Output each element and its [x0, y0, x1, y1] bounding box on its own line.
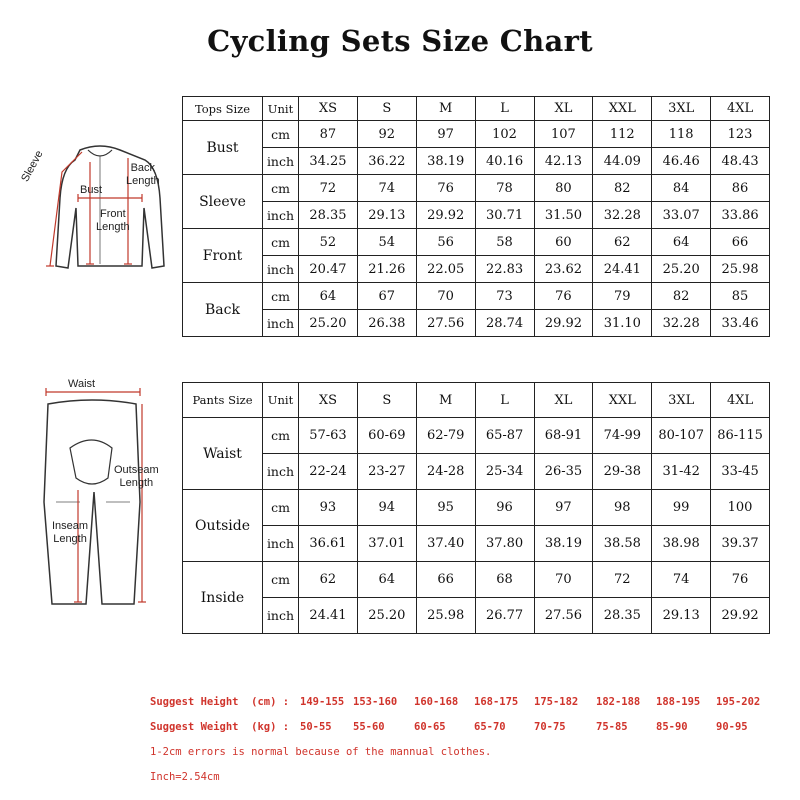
size-value-cell: 28.35 [299, 202, 358, 229]
size-value-cell: 40.16 [475, 148, 534, 175]
size-value-cell: 31.10 [593, 310, 652, 337]
header-cell: 4XL [711, 383, 770, 418]
table-row [183, 229, 770, 256]
pants-size-table [182, 382, 770, 634]
size-value-cell: 78 [475, 175, 534, 202]
table-row [183, 490, 770, 526]
size-value-cell: 33.46 [711, 310, 770, 337]
table-row [183, 310, 770, 337]
size-value-cell: 26-35 [534, 454, 593, 490]
size-value-cell: 29.92 [416, 202, 475, 229]
header-cell: Unit [263, 383, 299, 418]
unit-label: cm [263, 175, 299, 202]
suggest-height-value: 188-195 [656, 696, 701, 708]
size-value-cell: 68 [475, 562, 534, 598]
table-header-row [183, 383, 770, 418]
size-value-cell: 20.47 [299, 256, 358, 283]
size-value-cell: 123 [711, 121, 770, 148]
size-value-cell: 31-42 [652, 454, 711, 490]
size-value-cell: 28.35 [593, 598, 652, 634]
size-value-cell: 21.26 [357, 256, 416, 283]
size-value-cell: 38.19 [416, 148, 475, 175]
size-value-cell: 36.22 [357, 148, 416, 175]
table-row [183, 454, 770, 490]
unit-label: cm [263, 229, 299, 256]
size-value-cell: 102 [475, 121, 534, 148]
size-value-cell: 93 [299, 490, 358, 526]
size-value-cell: 25.20 [299, 310, 358, 337]
size-value-cell: 37.01 [357, 526, 416, 562]
table-row [183, 526, 770, 562]
suggest-weight-label: Suggest Weight (kg) : [150, 721, 290, 733]
suggest-height-value: 149-155 [300, 696, 345, 708]
size-value-cell: 24-28 [416, 454, 475, 490]
size-value-cell: 74-99 [593, 418, 652, 454]
size-value-cell: 80 [534, 175, 593, 202]
suggest-height-value: 182-188 [596, 696, 641, 708]
size-value-cell: 30.71 [475, 202, 534, 229]
size-value-cell: 67 [357, 283, 416, 310]
size-value-cell: 32.28 [593, 202, 652, 229]
suggest-weight-value: 55-60 [353, 721, 385, 733]
size-value-cell: 72 [593, 562, 652, 598]
unit-label: inch [263, 310, 299, 337]
size-value-cell: 60-69 [357, 418, 416, 454]
suggest-height-value: 153-160 [353, 696, 398, 708]
size-value-cell: 25.20 [357, 598, 416, 634]
suggest-weight-value: 65-70 [474, 721, 506, 733]
size-value-cell: 23.62 [534, 256, 593, 283]
size-value-cell: 76 [711, 562, 770, 598]
size-value-cell: 99 [652, 490, 711, 526]
jersey-diagram [20, 138, 180, 278]
suggest-weight-row [150, 721, 790, 735]
measure-label: Waist [183, 418, 263, 490]
unit-label: inch [263, 454, 299, 490]
size-value-cell: 54 [357, 229, 416, 256]
size-value-cell: 72 [299, 175, 358, 202]
size-value-cell: 57-63 [299, 418, 358, 454]
suggest-weight-value: 50-55 [300, 721, 332, 733]
size-value-cell: 100 [711, 490, 770, 526]
unit-label: cm [263, 283, 299, 310]
size-value-cell: 27.56 [416, 310, 475, 337]
table-row [183, 562, 770, 598]
size-value-cell: 46.46 [652, 148, 711, 175]
suggest-height-label: Suggest Height (cm) : [150, 696, 290, 708]
header-cell: Tops Size [183, 97, 263, 121]
suggest-weight-value: 70-75 [534, 721, 566, 733]
header-cell: XXL [593, 383, 652, 418]
size-value-cell: 37.40 [416, 526, 475, 562]
unit-label: inch [263, 148, 299, 175]
back-length-label: Back Length [126, 162, 160, 187]
error-note: 1-2cm errors is normal because of the mannual clothes. [150, 746, 492, 758]
size-value-cell: 64 [652, 229, 711, 256]
table-header-row [183, 97, 770, 121]
size-value-cell: 92 [357, 121, 416, 148]
size-value-cell: 22.05 [416, 256, 475, 283]
size-value-cell: 87 [299, 121, 358, 148]
suggest-weight-value: 85-90 [656, 721, 688, 733]
measure-label: Sleeve [183, 175, 263, 229]
suggest-height-value: 168-175 [474, 696, 519, 708]
size-value-cell: 23-27 [357, 454, 416, 490]
bust-label: Bust [80, 184, 103, 196]
size-value-cell: 25-34 [475, 454, 534, 490]
size-value-cell: 44.09 [593, 148, 652, 175]
header-cell: Pants Size [183, 383, 263, 418]
measure-label: Bust [183, 121, 263, 175]
size-value-cell: 74 [652, 562, 711, 598]
unit-label: inch [263, 256, 299, 283]
size-value-cell: 58 [475, 229, 534, 256]
table-row [183, 283, 770, 310]
size-value-cell: 86 [711, 175, 770, 202]
size-value-cell: 64 [299, 283, 358, 310]
header-cell: L [475, 97, 534, 121]
suggest-height-value: 160-168 [414, 696, 459, 708]
size-value-cell: 22-24 [299, 454, 358, 490]
size-value-cell: 74 [357, 175, 416, 202]
size-value-cell: 34.25 [299, 148, 358, 175]
unit-label: inch [263, 202, 299, 229]
size-value-cell: 27.56 [534, 598, 593, 634]
size-value-cell: 29.13 [357, 202, 416, 229]
inseam-label: Inseam Length [52, 520, 89, 545]
size-value-cell: 95 [416, 490, 475, 526]
size-value-cell: 79 [593, 283, 652, 310]
header-cell: S [357, 383, 416, 418]
size-value-cell: 38.98 [652, 526, 711, 562]
size-value-cell: 24.41 [593, 256, 652, 283]
size-value-cell: 82 [652, 283, 711, 310]
unit-label: cm [263, 418, 299, 454]
table-row [183, 418, 770, 454]
size-value-cell: 56 [416, 229, 475, 256]
table-row [183, 175, 770, 202]
size-value-cell: 25.98 [711, 256, 770, 283]
size-value-cell: 70 [416, 283, 475, 310]
size-value-cell: 64 [357, 562, 416, 598]
table-row [183, 121, 770, 148]
size-value-cell: 24.41 [299, 598, 358, 634]
inch-conversion-note: Inch=2.54cm [150, 771, 220, 783]
suggest-weight-value: 60-65 [414, 721, 446, 733]
unit-label: inch [263, 526, 299, 562]
size-value-cell: 66 [416, 562, 475, 598]
size-value-cell: 36.61 [299, 526, 358, 562]
size-value-cell: 82 [593, 175, 652, 202]
size-value-cell: 25.20 [652, 256, 711, 283]
size-value-cell: 28.74 [475, 310, 534, 337]
size-value-cell: 25.98 [416, 598, 475, 634]
tops-size-table [182, 96, 770, 337]
size-value-cell: 26.77 [475, 598, 534, 634]
size-value-cell: 29-38 [593, 454, 652, 490]
suggest-height-value: 195-202 [716, 696, 761, 708]
sleeve-label: Sleeve [19, 148, 46, 184]
size-value-cell: 98 [593, 490, 652, 526]
size-value-cell: 65-87 [475, 418, 534, 454]
size-value-cell: 33-45 [711, 454, 770, 490]
unit-label: cm [263, 121, 299, 148]
size-value-cell: 42.13 [534, 148, 593, 175]
measure-label: Back [183, 283, 263, 337]
size-value-cell: 76 [534, 283, 593, 310]
table-row [183, 256, 770, 283]
size-value-cell: 39.37 [711, 526, 770, 562]
header-cell: XS [299, 97, 358, 121]
size-value-cell: 70 [534, 562, 593, 598]
bib-shorts-icon [30, 382, 180, 612]
measure-label: Inside [183, 562, 263, 634]
size-value-cell: 97 [534, 490, 593, 526]
size-value-cell: 33.07 [652, 202, 711, 229]
unit-label: cm [263, 490, 299, 526]
size-value-cell: 37.80 [475, 526, 534, 562]
size-value-cell: 84 [652, 175, 711, 202]
size-value-cell: 66 [711, 229, 770, 256]
measure-label: Outside [183, 490, 263, 562]
header-cell: S [357, 97, 416, 121]
size-value-cell: 60 [534, 229, 593, 256]
unit-label: inch [263, 598, 299, 634]
size-value-cell: 31.50 [534, 202, 593, 229]
suggest-height-row [150, 696, 790, 710]
header-cell: XS [299, 383, 358, 418]
size-value-cell: 38.19 [534, 526, 593, 562]
front-length-label: Front Length [96, 208, 130, 233]
size-value-cell: 107 [534, 121, 593, 148]
header-cell: XL [534, 383, 593, 418]
header-cell: XL [534, 97, 593, 121]
size-value-cell: 112 [593, 121, 652, 148]
header-cell: 3XL [652, 383, 711, 418]
table-row [183, 598, 770, 634]
header-cell: Unit [263, 97, 299, 121]
size-value-cell: 96 [475, 490, 534, 526]
size-value-cell: 68-91 [534, 418, 593, 454]
size-value-cell: 76 [416, 175, 475, 202]
measure-label: Front [183, 229, 263, 283]
size-value-cell: 29.92 [711, 598, 770, 634]
size-value-cell: 32.28 [652, 310, 711, 337]
unit-label: cm [263, 562, 299, 598]
header-cell: L [475, 383, 534, 418]
table-row [183, 148, 770, 175]
size-value-cell: 94 [357, 490, 416, 526]
waist-label: Waist [68, 378, 96, 390]
size-value-cell: 29.92 [534, 310, 593, 337]
header-cell: M [416, 97, 475, 121]
size-value-cell: 38.58 [593, 526, 652, 562]
suggest-weight-value: 75-85 [596, 721, 628, 733]
outseam-label: Outseam Length [114, 464, 159, 489]
suggest-height-value: 175-182 [534, 696, 579, 708]
size-value-cell: 118 [652, 121, 711, 148]
size-value-cell: 73 [475, 283, 534, 310]
size-value-cell: 22.83 [475, 256, 534, 283]
bib-shorts-diagram [30, 378, 180, 612]
size-value-cell: 85 [711, 283, 770, 310]
size-value-cell: 62 [299, 562, 358, 598]
size-value-cell: 48.43 [711, 148, 770, 175]
suggest-weight-value: 90-95 [716, 721, 748, 733]
size-value-cell: 97 [416, 121, 475, 148]
size-value-cell: 62-79 [416, 418, 475, 454]
header-cell: 3XL [652, 97, 711, 121]
header-cell: 4XL [711, 97, 770, 121]
size-value-cell: 33.86 [711, 202, 770, 229]
size-value-cell: 29.13 [652, 598, 711, 634]
size-value-cell: 80-107 [652, 418, 711, 454]
size-value-cell: 26.38 [357, 310, 416, 337]
size-value-cell: 62 [593, 229, 652, 256]
size-value-cell: 86-115 [711, 418, 770, 454]
table-row [183, 202, 770, 229]
size-value-cell: 52 [299, 229, 358, 256]
header-cell: M [416, 383, 475, 418]
header-cell: XXL [593, 97, 652, 121]
page-title: Cycling Sets Size Chart [207, 24, 593, 58]
